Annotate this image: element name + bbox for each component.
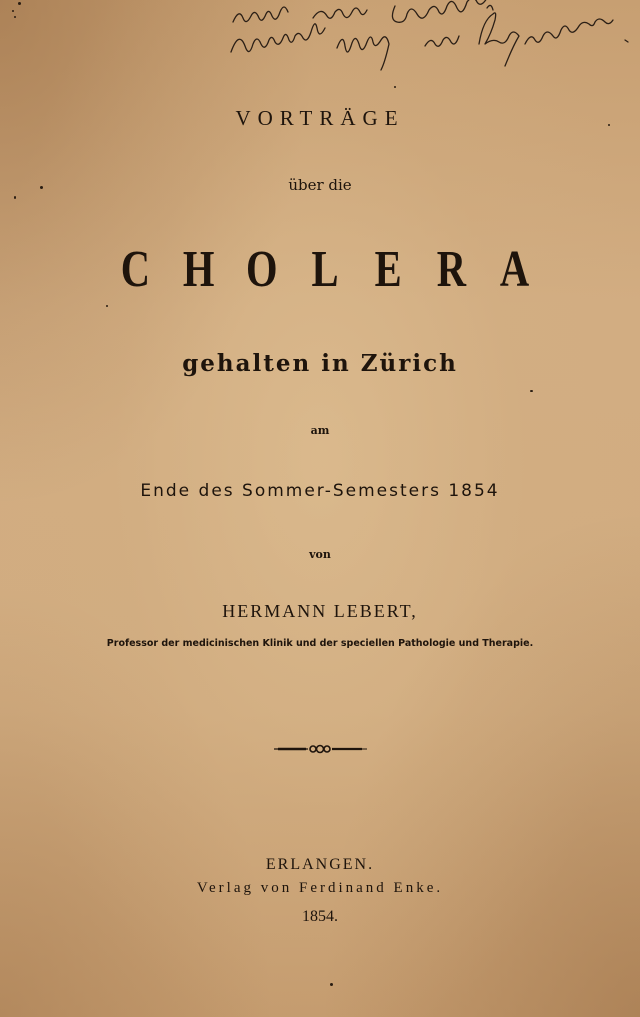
paper-speck (14, 196, 16, 199)
subject-letter: O (246, 241, 278, 298)
subject-title (114, 240, 535, 299)
location-text: gehalten in Zürich (182, 350, 458, 377)
occasion-text: Ende des Sommer-Semesters 1854 (140, 481, 500, 501)
paper-speck (394, 86, 396, 88)
connector-text: über die (288, 176, 352, 194)
handwritten-inscription (225, 0, 640, 82)
at-text: am (310, 424, 330, 437)
paper-speck (330, 983, 333, 986)
ornament-divider (270, 741, 370, 757)
subject-letter: E (374, 241, 402, 298)
subject-letter: A (499, 241, 530, 298)
paper-speck (530, 390, 533, 392)
imprint-year: 1854. (302, 908, 338, 925)
imprint-city: ERLANGEN. (265, 856, 375, 873)
author-title: Professor der medicinischen Klinik und der speciellen Pathologie und Therapie. (106, 638, 534, 649)
subject-letter: L (311, 241, 339, 298)
subject-letter: C (120, 241, 151, 298)
heading-vortraege: VORTRÄGE (235, 106, 405, 130)
paper-speck (106, 305, 108, 307)
author-name: HERMANN LEBERT, (222, 601, 418, 621)
paper-speck (14, 16, 16, 18)
paper-speck (12, 10, 14, 12)
subject-letter: H (182, 241, 215, 298)
imprint-publisher: Verlag von Ferdinand Enke. (196, 880, 444, 896)
paper-speck (18, 2, 21, 5)
by-text: von (309, 548, 331, 561)
subject-letter: R (436, 241, 467, 298)
